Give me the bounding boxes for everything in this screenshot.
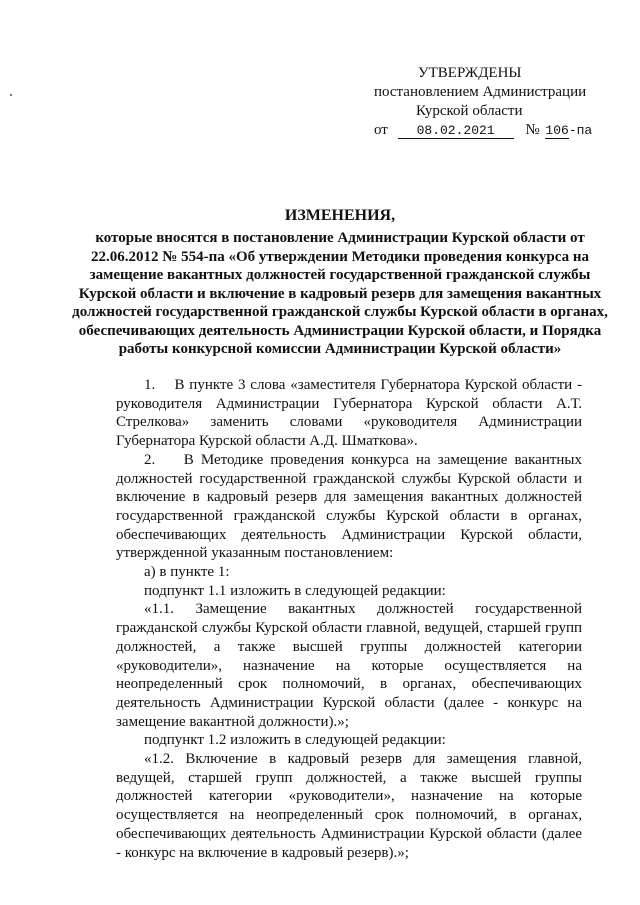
approval-number: 106 <box>545 123 569 138</box>
approval-date <box>398 123 514 139</box>
paragraph-2: 2. В Методике проведения конкурса на замещение вакантных должностей государственной гражданской службы Курской области и включение в кадровый резерв для замещения вакантных должностей государственной гражданской службы Курской области в органах, обеспечивающих деятельность Администрации Курской области, утвержденной указанным постановлением: <box>116 451 582 562</box>
approval-stamp <box>374 64 614 140</box>
paragraph-1: 1. В пункте 3 слова «заместителя Губернатора Курской области - руководителя Администрации Губернатора Курской области А.Т. Стрелкова» заменить словами «руководителя Администрации Губернатора Курской области А.Д. Шматкова». <box>116 377 582 450</box>
date-prefix: от <box>374 122 388 138</box>
approval-resolution: постановлением Администрации <box>374 84 587 100</box>
title-subheading: которые вносятся в постановление Администрации Курской области от 22.06.2012 № 554-па «Об утверждении Методики проведения конкурса на замещение вакантных должностей государственной гражданской службы Курской области и включение в кадровый резерв для замещения вакантных должностей государственной гражданской службы Курской области в органах, обеспечивающих деятельность Администрации Курской области, и Порядка работы конкурсной комиссии Администрации Курской области» <box>72 230 608 357</box>
approval-heading: УТВЕРЖДЕНЫ <box>418 65 522 81</box>
approval-number-suffix: -па <box>568 123 593 138</box>
title-heading: ИЗМЕНЕНИЯ, <box>284 207 396 224</box>
number-prefix: № <box>525 122 540 138</box>
document-body <box>116 376 582 862</box>
approval-date-value: 08.02.2021 <box>416 123 495 138</box>
paragraph-4: подпункт 1.1 изложить в следующей редакции: <box>144 582 446 599</box>
document-title <box>60 205 620 359</box>
paragraph-5: «1.1. Замещение вакантных должностей государственной гражданской службы Курской области главной, ведущей, старшей групп должностей, а также высшей группы должностей категории «руководители», назначение на которые осуществляется на неопределенный срок полномочий, в органах, обеспечивающих деятельность Администрации Курской области (далее - конкурс на замещение вакантной должности).»; <box>116 601 582 730</box>
paragraph-7: «1.2. Включение в кадровый резерв для замещения главной, ведущей, старшей групп должностей, а также высшей группы должностей категории «руководители», назначение на которые осуществляется на неопределенный срок полномочий, в органах, обеспечивающих деятельность Администрации Курской области (далее - конкурс на включение в кадровый резерв).»; <box>116 751 582 861</box>
scan-artifact-dot <box>10 94 12 96</box>
approval-region: Курской области <box>416 103 523 119</box>
paragraph-6: подпункт 1.2 изложить в следующей редакции: <box>144 732 446 749</box>
approval-date-line <box>374 121 614 140</box>
paragraph-3: а) в пункте 1: <box>144 564 230 581</box>
